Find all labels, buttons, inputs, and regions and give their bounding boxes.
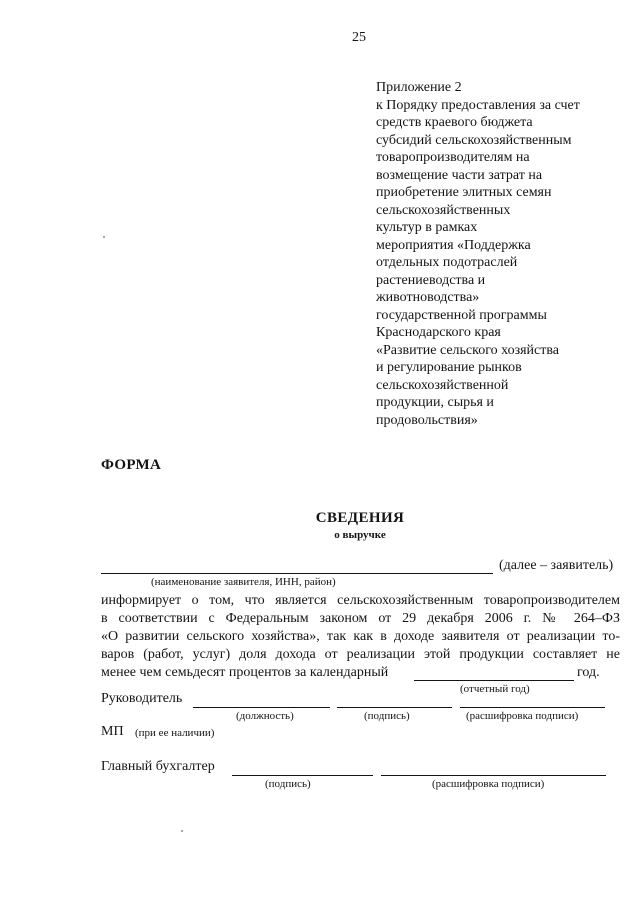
- head-label: Руководитель: [101, 691, 183, 706]
- appendix-line: растениеводства и: [376, 272, 486, 288]
- accountant-label: Главный бухгалтер: [101, 759, 215, 774]
- appendix-block: [376, 79, 580, 429]
- paragraph-line: варов (работ, услуг) доля дохода от реализации этой продукции составляет не: [101, 647, 620, 662]
- appendix-line: приобретение элитных семян: [376, 185, 552, 200]
- accountant-signature-caption: (подпись): [265, 778, 311, 790]
- appendix-line: к Порядку предоставления за счет: [376, 97, 580, 113]
- applicant-name-line[interactable]: [101, 573, 493, 574]
- stamp-label: МП: [101, 724, 124, 739]
- appendix-line: возмещение части затрат на: [376, 167, 543, 183]
- document-subtitle: о выручке: [334, 529, 386, 541]
- appendix-line: государственной программы: [376, 307, 547, 323]
- paragraph-last-line: менее чем семьдесят процентов за календарный: [101, 665, 389, 680]
- head-signature-caption: (подпись): [364, 710, 410, 722]
- appendix-line: «Развитие сельского хозяйства: [376, 342, 560, 358]
- paragraph-line: «О развитии сельского хозяйства», так как в доходе заявителя от реализации то-: [101, 629, 620, 644]
- applicant-suffix: (далее – заявитель): [499, 558, 614, 573]
- document-title: СВЕДЕНИЯ: [315, 510, 405, 526]
- appendix-line: Приложение 2: [376, 80, 462, 95]
- scan-speck: [103, 236, 105, 238]
- accountant-signature-line[interactable]: [232, 775, 373, 776]
- page-number: 25: [352, 30, 366, 45]
- appendix-line: продовольствия»: [376, 412, 478, 428]
- appendix-line: сельскохозяйственных: [376, 202, 511, 218]
- appendix-line: средств краевого бюджета: [376, 115, 533, 130]
- appendix-line: Краснодарского края: [376, 325, 501, 340]
- appendix-line: отдельных подотраслей: [376, 255, 518, 270]
- appendix-line: продукции, сырья и: [376, 395, 494, 410]
- accountant-decoding-caption: (расшифровка подписи): [432, 778, 545, 790]
- applicant-caption: (наименование заявителя, ИНН, район): [151, 576, 336, 588]
- head-signature-line[interactable]: [337, 707, 452, 708]
- appendix-line: субсидий сельскохозяйственным: [376, 132, 572, 148]
- paragraph-line: информирует о том, что является сельскохозяйственным товаропроизводителем: [101, 593, 620, 608]
- head-position-caption: (должность): [236, 710, 294, 722]
- appendix-line: товаропроизводителям на: [376, 150, 530, 165]
- appendix-line: сельскохозяйственной: [376, 377, 509, 393]
- paragraph-line: в соответствии с Федеральным законом от 29 декабря 2006 г. № 264–ФЗ: [101, 611, 620, 626]
- head-position-line[interactable]: [193, 707, 330, 708]
- appendix-line: животноводства»: [376, 290, 480, 305]
- scan-speck: [181, 830, 183, 832]
- appendix-line: мероприятия «Поддержка: [376, 237, 531, 253]
- accountant-decoding-line[interactable]: [381, 775, 606, 776]
- appendix-line: культур в рамках: [376, 220, 478, 235]
- form-label: ФОРМА: [101, 457, 162, 473]
- reporting-year-line[interactable]: [414, 680, 574, 681]
- head-decoding-line[interactable]: [460, 707, 605, 708]
- appendix-line: и регулирование рынков: [376, 360, 522, 375]
- head-decoding-caption: (расшифровка подписи): [466, 710, 579, 722]
- reporting-year-caption: (отчетный год): [460, 683, 530, 695]
- stamp-note: (при ее наличии): [135, 727, 215, 739]
- paragraph-last-suffix: год.: [577, 665, 600, 680]
